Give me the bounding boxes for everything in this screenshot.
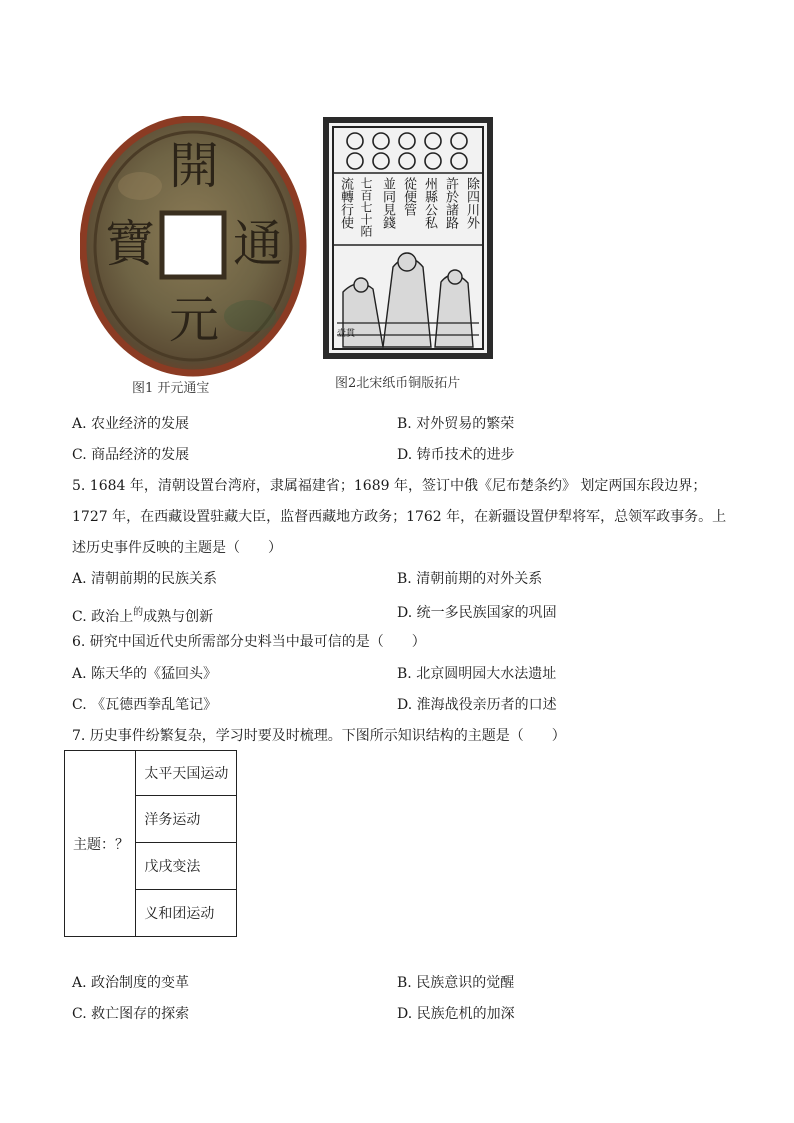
q4-option-c: C. 商品经济的发展 — [72, 447, 190, 463]
q5-stem-line-1: 5. 1684 年，清朝设置台湾府，隶属福建省；1689 年，签订中俄《尼布楚条约》 划定两国东段边界； — [72, 478, 707, 494]
q6-option-a: A. 陈天华的《猛回头》 — [72, 666, 218, 682]
q7-option-d: D. 民族危机的加深 — [397, 1006, 515, 1022]
q6-stem: 6. 研究中国近代史所需部分史料当中最可信的是（ ） — [72, 634, 426, 650]
banknote-column: 並同見錢 — [380, 177, 395, 229]
banknote-column: 流轉行使 — [338, 177, 353, 229]
q4-option-a: A. 农业经济的发展 — [72, 416, 190, 432]
figure-2 — [323, 117, 493, 359]
structure-item: 太平天国运动 — [136, 751, 237, 796]
q6-option-c: C. 《瓦德西拳乱笔记》 — [72, 697, 218, 713]
q5-option-c-pre: C. 政治上 — [72, 609, 134, 625]
coin-char-top: 開 — [169, 137, 219, 195]
q7-option-a: A. 政治制度的变革 — [72, 975, 190, 991]
structure-item: 义和团运动 — [136, 890, 237, 937]
figure-2-caption: 图2北宋纸币铜版拓片 — [335, 376, 461, 391]
q7-option-b: B. 民族意识的觉醒 — [397, 975, 515, 991]
coin-char-bottom: 元 — [169, 291, 219, 349]
coin-char-left: 寶 — [105, 215, 155, 273]
structure-item: 洋务运动 — [136, 796, 237, 843]
q5-option-c-sup: 的 — [133, 607, 144, 618]
q7-stem: 7. 历史事件纷繁复杂，学习时要及时梳理。下图所示知识结构的主题是（ ） — [72, 728, 566, 744]
q4-option-d: D. 铸币技术的进步 — [397, 447, 515, 463]
coin-char-right: 通 — [233, 215, 283, 273]
q6-option-b: B. 北京圆明园大水法遗址 — [397, 666, 557, 682]
q5-option-a: A. 清朝前期的民族关系 — [72, 571, 218, 587]
structure-item: 戊戌变法 — [136, 843, 237, 890]
banknote-column: 除四川外 — [464, 177, 479, 229]
figure-1 — [80, 116, 310, 378]
banknote-bottom-mark: 壹貫 — [337, 329, 356, 339]
q5-stem-line-2: 1727 年，在西藏设置驻藏大臣，监督西藏地方政务；1762 年，在新疆设置伊犁将军，总领军政事务。上 — [72, 509, 727, 525]
q5-option-d: D. 统一多民族国家的巩固 — [397, 605, 557, 621]
banknote-column: 七百七十陌 — [359, 177, 373, 237]
banknote-column: 許於諸路 — [443, 177, 458, 229]
q5-option-b: B. 清朝前期的对外关系 — [397, 571, 543, 587]
q5-stem-line-3: 述历史事件反映的主题是（ ） — [72, 540, 282, 556]
figure-1-caption: 图1 开元通宝 — [132, 381, 210, 396]
theme-cell: 主题：？ — [65, 751, 136, 937]
q5-option-c-post: 成熟与创新 — [143, 609, 214, 625]
banknote-text-columns — [337, 177, 479, 243]
banknote-column: 從便管 — [401, 177, 416, 216]
banknote-column: 州縣公私 — [422, 177, 437, 229]
q6-option-d: D. 淮海战役亲历者的口述 — [397, 697, 557, 713]
q5-option-c — [72, 603, 213, 627]
q7-option-c: C. 救亡图存的探索 — [72, 1006, 190, 1022]
knowledge-structure-table — [64, 750, 237, 937]
q4-option-b: B. 对外贸易的繁荣 — [397, 416, 515, 432]
